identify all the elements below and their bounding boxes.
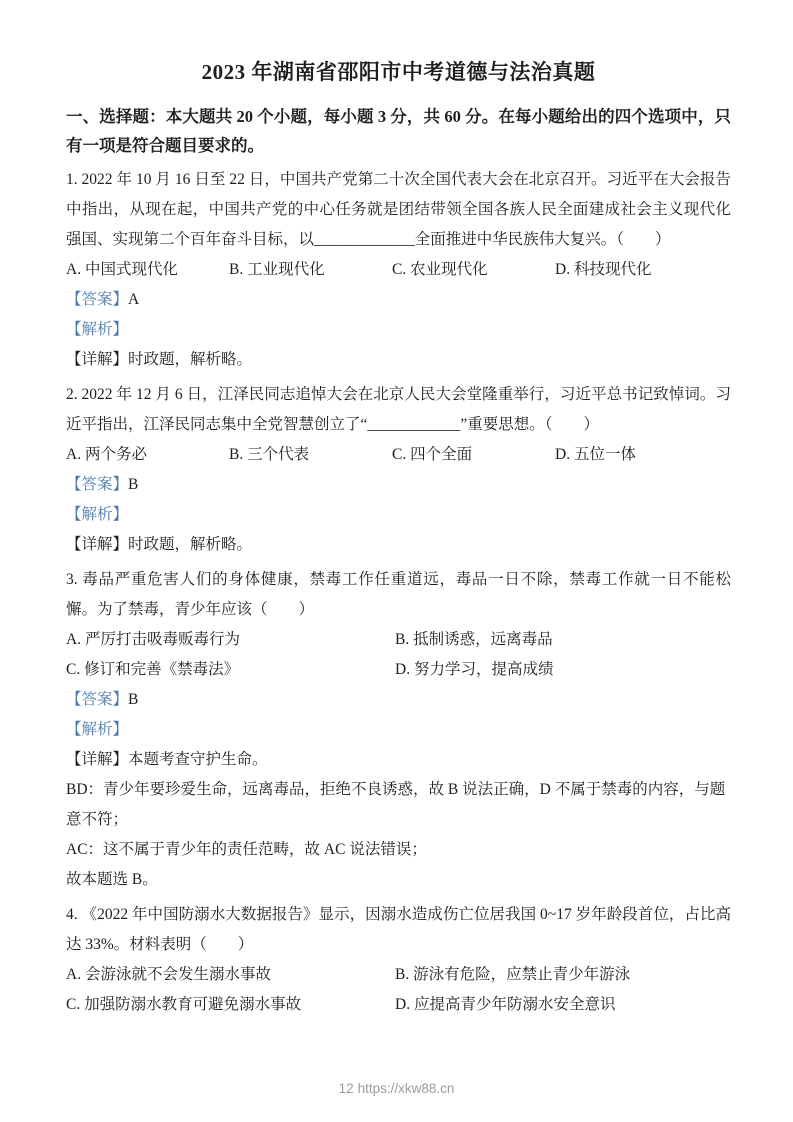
question-4-option-d: D. 应提高青少年防溺水安全意识 [395, 996, 616, 1013]
question-3-answer-line [66, 685, 731, 715]
analysis-label: 【解析】 [66, 321, 129, 338]
question-2-detail-line [66, 530, 731, 560]
question-3-option-b: B. 抵制诱惑，远离毒品 [395, 631, 553, 648]
question-3-answer-value: B [128, 691, 139, 708]
question-2-detail-text: 时政题，解析略。 [128, 536, 253, 553]
question-4-option-b: B. 游泳有危险，应禁止青少年游泳 [395, 966, 631, 983]
detail-label: 【详解】 [66, 536, 129, 553]
question-2-option-b: B. 三个代表 [229, 446, 310, 463]
answer-label: 【答案】 [66, 291, 129, 308]
question-4-options [66, 960, 731, 1020]
question-3-option-d: D. 努力学习，提高成绩 [395, 661, 554, 678]
question-3-analysis-line [66, 715, 731, 745]
question-3-detail-line [66, 745, 731, 775]
question-3 [66, 565, 731, 895]
question-1-answer-value: A [128, 291, 140, 308]
question-4-stem: 4. 《2022 年中国防溺水大数据报告》显示，因溺水造成伤亡位居我国 0~17 岁年龄段首位，占比高达 33%。材料表明（ ） [66, 906, 731, 953]
question-2 [66, 380, 731, 560]
answer-label: 【答案】 [66, 476, 129, 493]
question-2-option-a: A. 两个务必 [66, 446, 147, 463]
question-1 [66, 165, 731, 375]
question-1-option-c: C. 农业现代化 [392, 261, 488, 278]
detail-label: 【详解】 [66, 751, 129, 768]
question-1-option-d: D. 科技现代化 [555, 261, 652, 278]
question-3-option-c: C. 修订和完善《禁毒法》 [66, 661, 240, 678]
question-2-answer-value: B [128, 476, 139, 493]
question-3-detail-extra-1: BD：青少年要珍爱生命，远离毒品，拒绝不良诱惑，故 B 说法正确，D 不属于禁毒的内容，与题意不符； [66, 781, 726, 828]
question-3-detail-extra-2: AC：这不属于青少年的责任范畴，故 AC 说法错误； [66, 841, 427, 858]
section-header: 一、选择题：本大题共 20 个小题，每小题 3 分，共 60 分。在每小题给出的四个选项中，只有一项是符合题目要求的。 [66, 107, 731, 155]
question-3-detail-text: 本题考查守护生命。 [128, 751, 268, 768]
question-1-stem: 1. 2022 年 10 月 16 日至 22 日，中国共产党第二十次全国代表大会在北京召开。习近平在大会报告中指出，从现在起，中国共产党的中心任务就是团结带领全国各族人民全面建成社会主义现代化强国、实现第二个百年奋斗目标，以_____________全面推进中华民族伟大复兴。（ ） [66, 171, 731, 248]
question-2-option-c: C. 四个全面 [392, 446, 473, 463]
question-1-options [66, 255, 731, 285]
question-2-answer-line [66, 470, 731, 500]
answer-label: 【答案】 [66, 691, 129, 708]
question-2-stem: 2. 2022 年 12 月 6 日，江泽民同志追悼大会在北京人民大会堂隆重举行，习近平总书记致悼词。习近平指出，江泽民同志集中全党智慧创立了“____________”重要思想。（ ） [66, 386, 731, 433]
footer-url: https://xkw88.cn [357, 1081, 455, 1096]
question-4-option-c: C. 加强防溺水教育可避免溺水事故 [66, 996, 302, 1013]
question-1-detail-text: 时政题，解析略。 [128, 351, 253, 368]
question-2-option-d: D. 五位一体 [555, 446, 636, 463]
page-number: 12 [338, 1081, 354, 1096]
question-3-options [66, 625, 731, 685]
question-1-detail-line [66, 345, 731, 375]
question-1-option-b: B. 工业现代化 [229, 261, 325, 278]
question-4-option-a: A. 会游泳就不会发生溺水事故 [66, 966, 271, 983]
question-3-stem: 3. 毒品严重危害人们的身体健康，禁毒工作任重道远，毒品一日不除，禁毒工作就一日不能松懈。为了禁毒，青少年应该（ ） [66, 571, 731, 618]
analysis-label: 【解析】 [66, 721, 129, 738]
page-footer [0, 1081, 793, 1096]
question-3-option-a: A. 严厉打击吸毒贩毒行为 [66, 631, 240, 648]
question-4 [66, 900, 731, 1020]
question-2-options [66, 440, 731, 470]
question-1-answer-line [66, 285, 731, 315]
question-1-analysis-line [66, 315, 731, 345]
question-3-detail-extra-3: 故本题选 B。 [66, 871, 158, 888]
question-2-analysis-line [66, 500, 731, 530]
page-title: 2023 年湖南省邵阳市中考道德与法治真题 [201, 60, 596, 84]
analysis-label: 【解析】 [66, 506, 129, 523]
question-1-option-a: A. 中国式现代化 [66, 261, 178, 278]
detail-label: 【详解】 [66, 351, 129, 368]
